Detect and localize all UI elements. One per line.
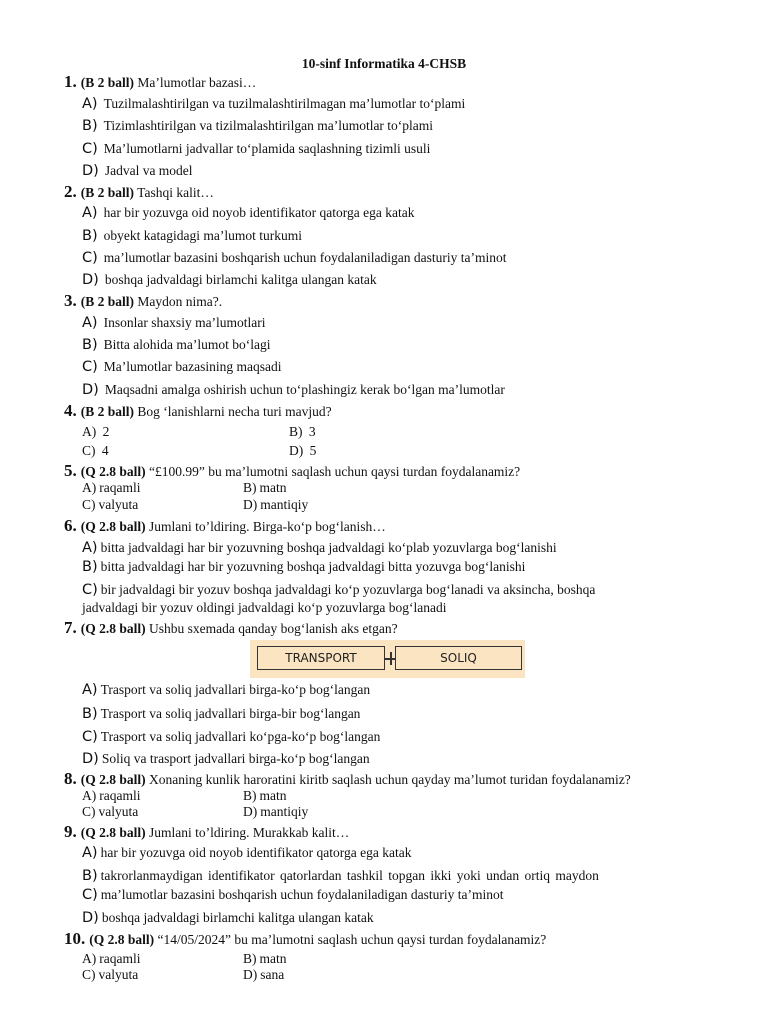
question-text: “£100.99” bu ma’lumotni saqlash uchun qaysi turdan foydalanamiz? (145, 464, 521, 479)
option-9b[interactable]: B) takrorlanmaydigan identifikator qatorlardan tashkil topgan ikki yoki undan ortiq maydon (82, 868, 599, 884)
question-number: 4. (64, 401, 77, 420)
question-number: 5. (64, 461, 77, 480)
question-7 (64, 618, 398, 638)
option-7c[interactable]: C) Trasport va soliq jadvallari ko‘pga-ko‘p bog‘langan (82, 729, 381, 745)
question-number: 1. (64, 72, 77, 91)
question-text: Jumlani to’ldiring. Murakkab kalit… (145, 825, 350, 840)
option-1d[interactable]: D) Jadval va model (82, 163, 193, 179)
question-points: (Q 2.8 ball) (89, 932, 155, 947)
question-text: Tashqi kalit… (134, 185, 214, 200)
question-points: (B 2 ball) (80, 75, 135, 90)
option-10d[interactable]: D) sana (243, 967, 285, 982)
option-10b[interactable]: B) matn (243, 951, 287, 966)
option-6a[interactable]: A) bitta jadvaldagi har bir yozuvning boshqa jadvaldagi ko‘plab yozuvlarga bog‘lanishi (82, 540, 557, 556)
option-2a[interactable]: A) har bir yozuvga oid noyob identifikator qatorga ega katak (82, 205, 415, 221)
option-9a[interactable]: A) har bir yozuvga oid noyob identifikator qatorga ega katak (82, 845, 412, 861)
option-5a[interactable]: A) raqamli (82, 480, 141, 495)
question-4 (64, 401, 332, 421)
question-points: (B 2 ball) (80, 294, 135, 309)
question-points: (Q 2.8 ball) (80, 772, 146, 787)
question-text: Ma’lumotlar bazasi… (134, 75, 257, 90)
question-number: 9. (64, 822, 77, 841)
question-8 (64, 769, 631, 789)
option-8a[interactable]: A) raqamli (82, 788, 141, 803)
option-8b[interactable]: B) matn (243, 788, 287, 803)
question-10 (64, 929, 546, 949)
question-number: 10. (64, 929, 86, 948)
question-number: 2. (64, 182, 77, 201)
option-1a[interactable]: A) Tuzilmalashtirilgan va tuzilmalashtirilmagan ma’lumotlar to‘plami (82, 96, 466, 112)
question-text: Bog ‘lanishlarni necha turi mavjud? (134, 404, 332, 419)
option-1c[interactable]: C) Ma’lumotlarni jadvallar to‘plamida saqlashning tizimli usuli (82, 141, 431, 157)
option-8c[interactable]: C) valyuta (82, 804, 139, 819)
question-points: (Q 2.8 ball) (80, 825, 146, 840)
question-text: Maydon nima?. (134, 294, 223, 309)
question-text: Jumlani to’ldiring. Birga-ko‘p bog‘lanish… (145, 519, 386, 534)
question-3 (64, 291, 222, 311)
question-number: 7. (64, 618, 77, 637)
option-6b[interactable]: B) bitta jadvaldagi har bir yozuvning boshqa jadvaldagi bitta yozuvga bog‘lanishi (82, 559, 526, 575)
option-1b[interactable]: B) Tizimlashtirilgan va tizilmalashtirilgan ma’lumotlar to‘plami (82, 118, 434, 134)
option-4d[interactable]: D) 5 (289, 443, 317, 458)
soliq-table-box: SOLIQ (395, 646, 522, 670)
question-points: (Q 2.8 ball) (80, 464, 146, 479)
option-8d[interactable]: D) mantiqiy (243, 804, 309, 819)
option-6c-continued: jadvaldagi bir yozuv oldingi jadvaldagi ko‘p yozuvlarga bog‘lanadi (82, 600, 447, 615)
question-6 (64, 516, 386, 536)
question-points: (Q 2.8 ball) (80, 621, 146, 636)
option-6c[interactable]: C) bir jadvaldagi bir yozuv boshqa jadvaldagi ko‘p yozuvlarga bog‘lanadi va aksincha, boshqa (82, 582, 596, 598)
question-points: (Q 2.8 ball) (80, 519, 146, 534)
option-3d[interactable]: D) Maqsadni amalga oshirish uchun to‘plashingiz kerak bo‘lgan ma’lumotlar (82, 382, 505, 398)
option-10a[interactable]: A) raqamli (82, 951, 141, 966)
option-5d[interactable]: D) mantiqiy (243, 497, 309, 512)
option-4a[interactable]: A) 2 (82, 424, 110, 439)
question-points: (B 2 ball) (80, 404, 135, 419)
question-text: Xonaning kunlik haroratini kiritb saqlash uchun qayday ma’lumot turidan foydalanamiz? (145, 772, 631, 787)
option-7a[interactable]: A) Trasport va soliq jadvallari birga-ko‘p bog‘langan (82, 682, 371, 698)
question-text: “14/05/2024” bu ma’lumotni saqlash uchun qaysi turdan foydalanamiz? (154, 932, 547, 947)
question-2 (64, 182, 214, 202)
one-marker (390, 652, 392, 665)
option-9c[interactable]: C) ma’lumotlar bazasini boshqarish uchun foydalaniladigan dasturiy ta’minot (82, 887, 504, 903)
question-1 (64, 72, 256, 92)
question-9 (64, 822, 349, 842)
question-number: 6. (64, 516, 77, 535)
option-7b[interactable]: B) Trasport va soliq jadvallari birga-bir bog‘langan (82, 706, 361, 722)
option-2c[interactable]: C) ma’lumotlar bazasini boshqarish uchun foydalaniladigan dasturiy ta’minot (82, 250, 507, 266)
option-4b[interactable]: B) 3 (289, 424, 316, 439)
option-2b[interactable]: B) obyekt katagidagi ma’lumot turkumi (82, 228, 302, 244)
question-points: (B 2 ball) (80, 185, 135, 200)
option-4c[interactable]: C) 4 (82, 443, 109, 458)
relationship-diagram (250, 640, 525, 678)
option-3c[interactable]: C) Ma’lumotlar bazasining maqsadi (82, 359, 282, 375)
option-5c[interactable]: C) valyuta (82, 497, 139, 512)
question-number: 8. (64, 769, 77, 788)
transport-table-box: TRANSPORT (257, 646, 385, 670)
option-5b[interactable]: B) matn (243, 480, 287, 495)
question-number: 3. (64, 291, 77, 310)
option-7d[interactable]: D) Soliq va trasport jadvallari birga-ko‘p bog‘langan (82, 751, 370, 767)
option-9d[interactable]: D) boshqa jadvaldagi birlamchi kalitga ulangan katak (82, 910, 374, 926)
option-10c[interactable]: C) valyuta (82, 967, 139, 982)
option-3a[interactable]: A) Insonlar shaxsiy ma’lumotlari (82, 315, 266, 331)
question-5 (64, 461, 520, 481)
page-title: 10-sinf Informatika 4-CHSB (301, 56, 467, 71)
option-3b[interactable]: B) Bitta alohida ma’lumot bo‘lagi (82, 337, 271, 353)
question-text: Ushbu sxemada qanday bog‘lanish aks etgan? (145, 621, 398, 636)
option-2d[interactable]: D) boshqa jadvaldagi birlamchi kalitga ulangan katak (82, 272, 377, 288)
